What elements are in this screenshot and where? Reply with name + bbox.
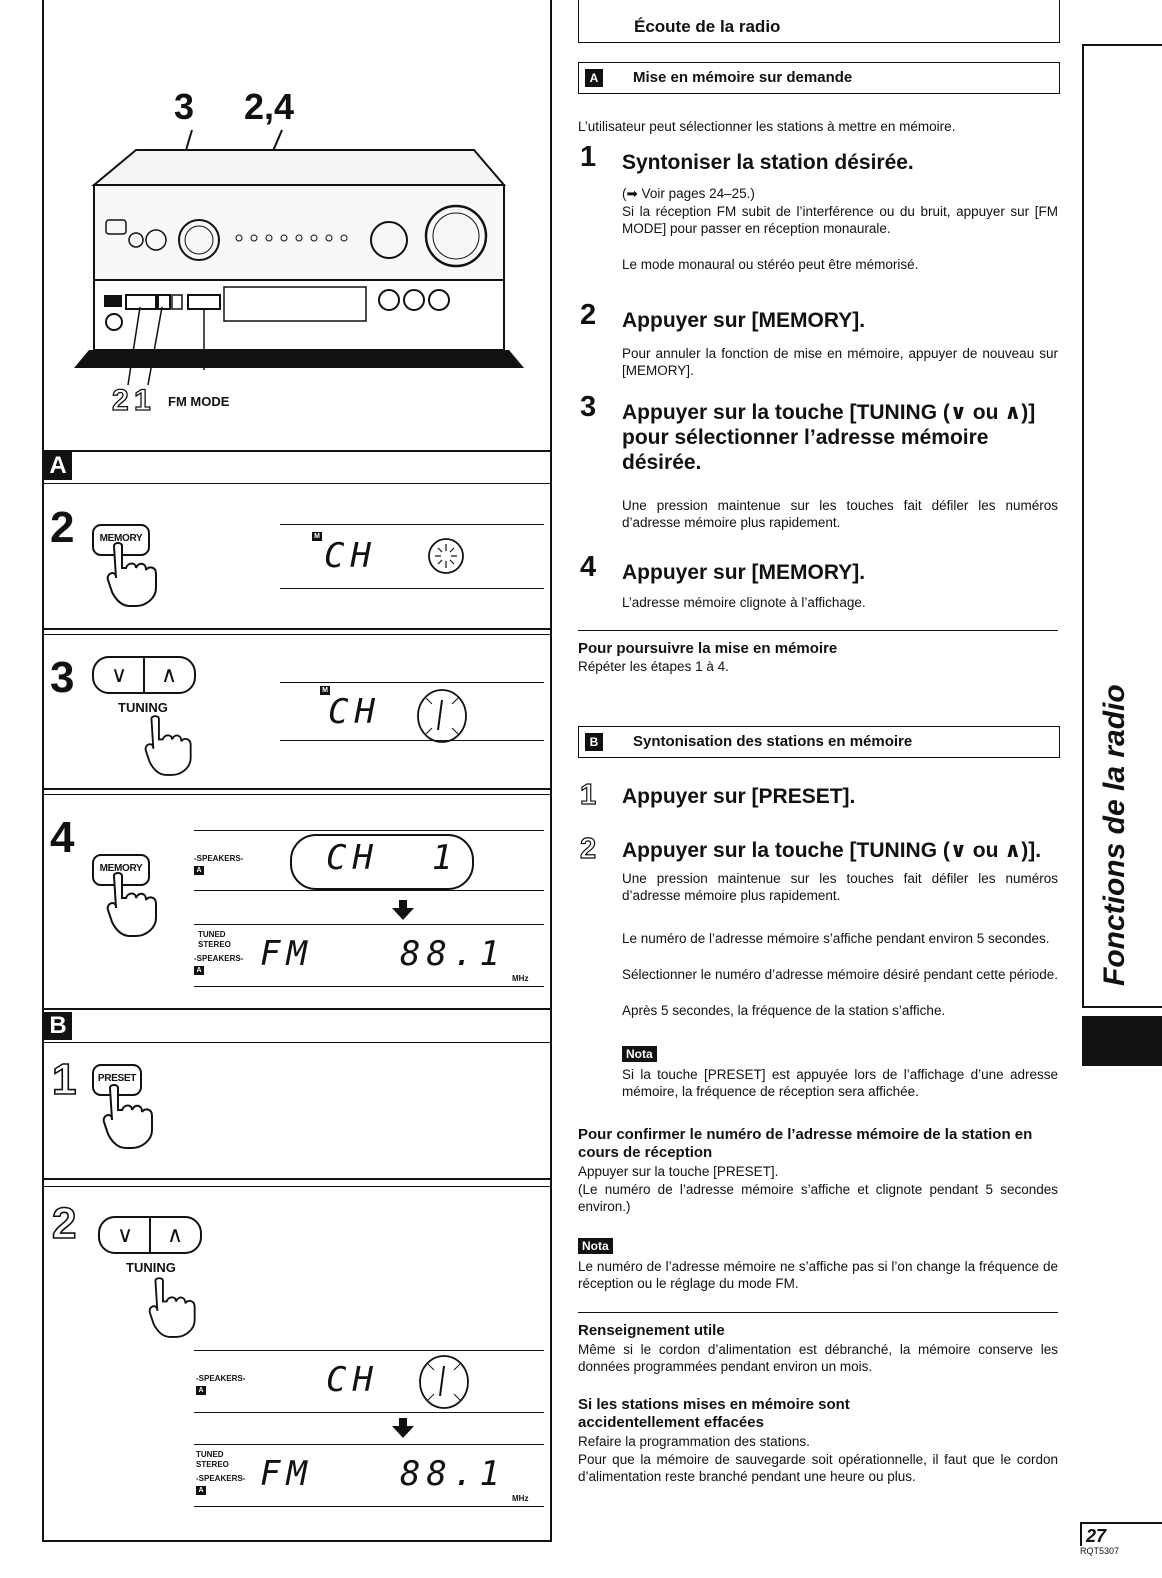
pressing-hand-icon	[148, 1276, 204, 1340]
section-a-header	[578, 62, 1060, 94]
panel-b-step-2	[44, 1188, 550, 1538]
receiver-drawing	[44, 0, 550, 450]
memory-key[interactable]: MEMORY	[92, 854, 150, 886]
panel-a-step-4	[44, 796, 550, 1000]
callout-2-bottom: 2	[112, 384, 129, 417]
confirm-title: Pour confirmer le numéro de l’adresse mémoire de la station en cours de réception	[578, 1126, 1033, 1161]
nota-2-label: Nota	[578, 1238, 613, 1254]
step-4-body: L’adresse mémoire clignote à l’affichage.	[622, 595, 866, 610]
confirm-body-1: Appuyer sur la touche [PRESET].	[578, 1164, 779, 1179]
step-b1-title: Appuyer sur [PRESET].	[622, 785, 856, 808]
step-2-body: Pour annuler la fonction de mise en mémoire, appuyer de nouveau sur [MEMORY].	[622, 346, 1058, 378]
document-code: RQT5307	[1080, 1546, 1120, 1556]
step-4-title: Appuyer sur [MEMORY].	[622, 561, 866, 584]
section-a-badge: A	[44, 452, 72, 480]
panel-b-step-1	[44, 1044, 550, 1178]
step-b2-body-1: Une pression maintenue sur les touches fait défiler les numéros d’adresse mémoire plus rapidement.	[622, 871, 1058, 903]
step-1-body-3: Le mode monaural ou stéréo peut être mémorisé.	[622, 257, 919, 272]
confirm-body-2: (Le numéro de l’adresse mémoire s’affiche et clignote pendant 5 secondes environ.)	[578, 1182, 1058, 1214]
step-b2-title: Appuyer sur la touche [TUNING (∨ ou ∧)].	[622, 839, 1042, 862]
tuning-up-button[interactable]: ∧	[166, 1222, 184, 1247]
pressing-hand-icon	[106, 542, 166, 608]
step-4-number: 4	[580, 551, 597, 583]
fm-mode-label: FM MODE	[168, 394, 230, 409]
speakers-indicator: -SPEAKERS-	[196, 1474, 246, 1483]
step-number: 4	[50, 813, 75, 862]
nota-1-label: Nota	[622, 1046, 657, 1062]
step-b2-number: 2	[580, 833, 597, 865]
erased-body-2: Pour que la mémoire de sauvegarde soit opérationnelle, il faut que le cordon d’alimentation reste branché pendant une heure ou plus.	[578, 1452, 1058, 1484]
tuning-down-button[interactable]: ∨	[110, 662, 128, 687]
section-a-badge: A	[585, 69, 603, 87]
speakers-a-indicator: A	[194, 866, 204, 875]
speakers-indicator: -SPEAKERS-	[194, 854, 244, 863]
stereo-indicator: STEREO	[196, 1460, 229, 1469]
page-title: Écoute de la radio	[634, 17, 781, 36]
tuning-down-button[interactable]: ∨	[116, 1222, 134, 1247]
memory-key[interactable]: MEMORY	[92, 524, 150, 556]
preset-key[interactable]: PRESET	[92, 1064, 142, 1096]
step-1-body-1: (➡ Voir pages 24–25.)	[622, 186, 755, 201]
pressing-hand-icon	[106, 872, 166, 938]
speakers-a-indicator: A	[194, 966, 204, 975]
pressing-hand-icon	[144, 714, 200, 778]
panel-a-step-3	[44, 636, 550, 786]
tuned-indicator: TUNED	[196, 1450, 224, 1459]
tuning-button[interactable]	[92, 656, 196, 694]
display-frequency: 88.1	[400, 1454, 506, 1494]
tuning-button[interactable]	[98, 1216, 202, 1254]
step-2-title: Appuyer sur [MEMORY].	[622, 309, 866, 332]
mhz-unit: MHz	[512, 974, 529, 983]
sidebar-title: Fonctions de la radio	[1098, 684, 1131, 986]
step-1-number: 1	[580, 141, 597, 173]
step-number: 2	[50, 503, 75, 552]
mhz-unit: MHz	[512, 1494, 529, 1503]
display-ch: CH	[324, 536, 377, 576]
sidebar-marker	[1082, 1016, 1162, 1066]
tuned-indicator: TUNED	[198, 930, 226, 939]
step-number: 1	[52, 1055, 77, 1104]
tuning-label: TUNING	[126, 1260, 176, 1275]
display-frequency: 88.1	[400, 934, 506, 974]
step-1-title: Syntoniser la station désirée.	[622, 151, 914, 174]
display-fm: FM	[260, 1454, 313, 1494]
info-body: Même si le cordon d’alimentation est débranché, la mémoire conserve les données programmées pendant environ un mois.	[578, 1342, 1058, 1374]
display-ch: CH	[328, 692, 381, 732]
step-1-body-2: Si la réception FM subit de l’interférence ou du bruit, appuyer sur [FM MODE] pour passer en réception monaurale.	[622, 204, 1058, 236]
section-a-title: Mise en mémoire sur demande	[633, 69, 853, 86]
blinking-digit-icon	[418, 1354, 470, 1410]
step-3-number: 3	[580, 391, 597, 423]
memory-indicator: M	[320, 686, 330, 695]
step-b2-body-3: Sélectionner le numéro d’adresse mémoire désiré pendant cette période.	[622, 967, 1059, 982]
continue-body: Répéter les étapes 1 à 4.	[578, 659, 729, 674]
step-2-number: 2	[580, 299, 597, 331]
callout-3: 3	[174, 86, 195, 127]
display-ch-1: CH 1	[326, 838, 459, 878]
receiver-diagram	[44, 0, 550, 450]
speakers-a-indicator: A	[196, 1486, 206, 1495]
step-b2-body-4: Après 5 secondes, la fréquence de la station s’affiche.	[622, 1003, 946, 1018]
page-number: 27	[1080, 1522, 1162, 1546]
step-b2-body-2: Le numéro de l’adresse mémoire s’affiche pendant environ 5 secondes.	[622, 931, 1050, 946]
speakers-indicator: -SPEAKERS-	[194, 954, 244, 963]
display-ch: CH	[326, 1360, 379, 1400]
step-number: 3	[50, 653, 75, 702]
pressing-hand-icon	[102, 1084, 162, 1150]
erased-title: Si les stations mises en mémoire sont accidentellement effacées	[578, 1396, 850, 1431]
speakers-a-indicator: A	[196, 1386, 206, 1395]
nota-2-text: Le numéro de l’adresse mémoire ne s’affiche pas si l’on change la fréquence de réception ou le réglage du mode FM.	[578, 1259, 1058, 1291]
blinking-digit-icon	[426, 536, 466, 576]
section-b-header	[578, 726, 1060, 758]
speakers-indicator: -SPEAKERS-	[196, 1374, 246, 1383]
continue-title: Pour poursuivre la mise en mémoire	[578, 640, 838, 657]
display-fm: FM	[260, 934, 313, 974]
erased-body-1: Refaire la programmation des stations.	[578, 1434, 810, 1449]
blinking-digit-icon	[416, 688, 468, 744]
step-number: 2	[52, 1199, 77, 1248]
stereo-indicator: STEREO	[198, 940, 231, 949]
section-b-title: Syntonisation des stations en mémoire	[633, 733, 913, 750]
memory-indicator: M	[312, 532, 322, 541]
info-title: Renseignement utile	[578, 1322, 725, 1339]
step-3-title: Appuyer sur la touche [TUNING (∨ ou ∧)] pour sélectionner l’adresse mémoire désirée.	[622, 401, 1036, 474]
callout-1-bottom: 1	[134, 384, 151, 417]
arrow-down-icon	[392, 1426, 414, 1438]
tuning-label: TUNING	[118, 700, 168, 715]
intro-text: L’utilisateur peut sélectionner les stations à mettre en mémoire.	[578, 119, 956, 134]
section-b-badge: B	[44, 1012, 72, 1040]
callout-2-4: 2,4	[244, 86, 295, 127]
illustration-column	[42, 0, 552, 1542]
tuning-up-button[interactable]: ∧	[160, 662, 178, 687]
panel-a-step-2	[44, 484, 550, 626]
nota-1-text: Si la touche [PRESET] est appuyée lors de l’affichage d’une adresse mémoire, la fréquence de réception sera affichée.	[622, 1067, 1058, 1099]
section-b-badge: B	[585, 733, 603, 751]
step-3-body: Une pression maintenue sur les touches fait défiler les numéros d’adresse mémoire plus rapidement.	[622, 498, 1058, 530]
step-b1-number: 1	[580, 779, 597, 811]
arrow-down-icon	[392, 908, 414, 920]
